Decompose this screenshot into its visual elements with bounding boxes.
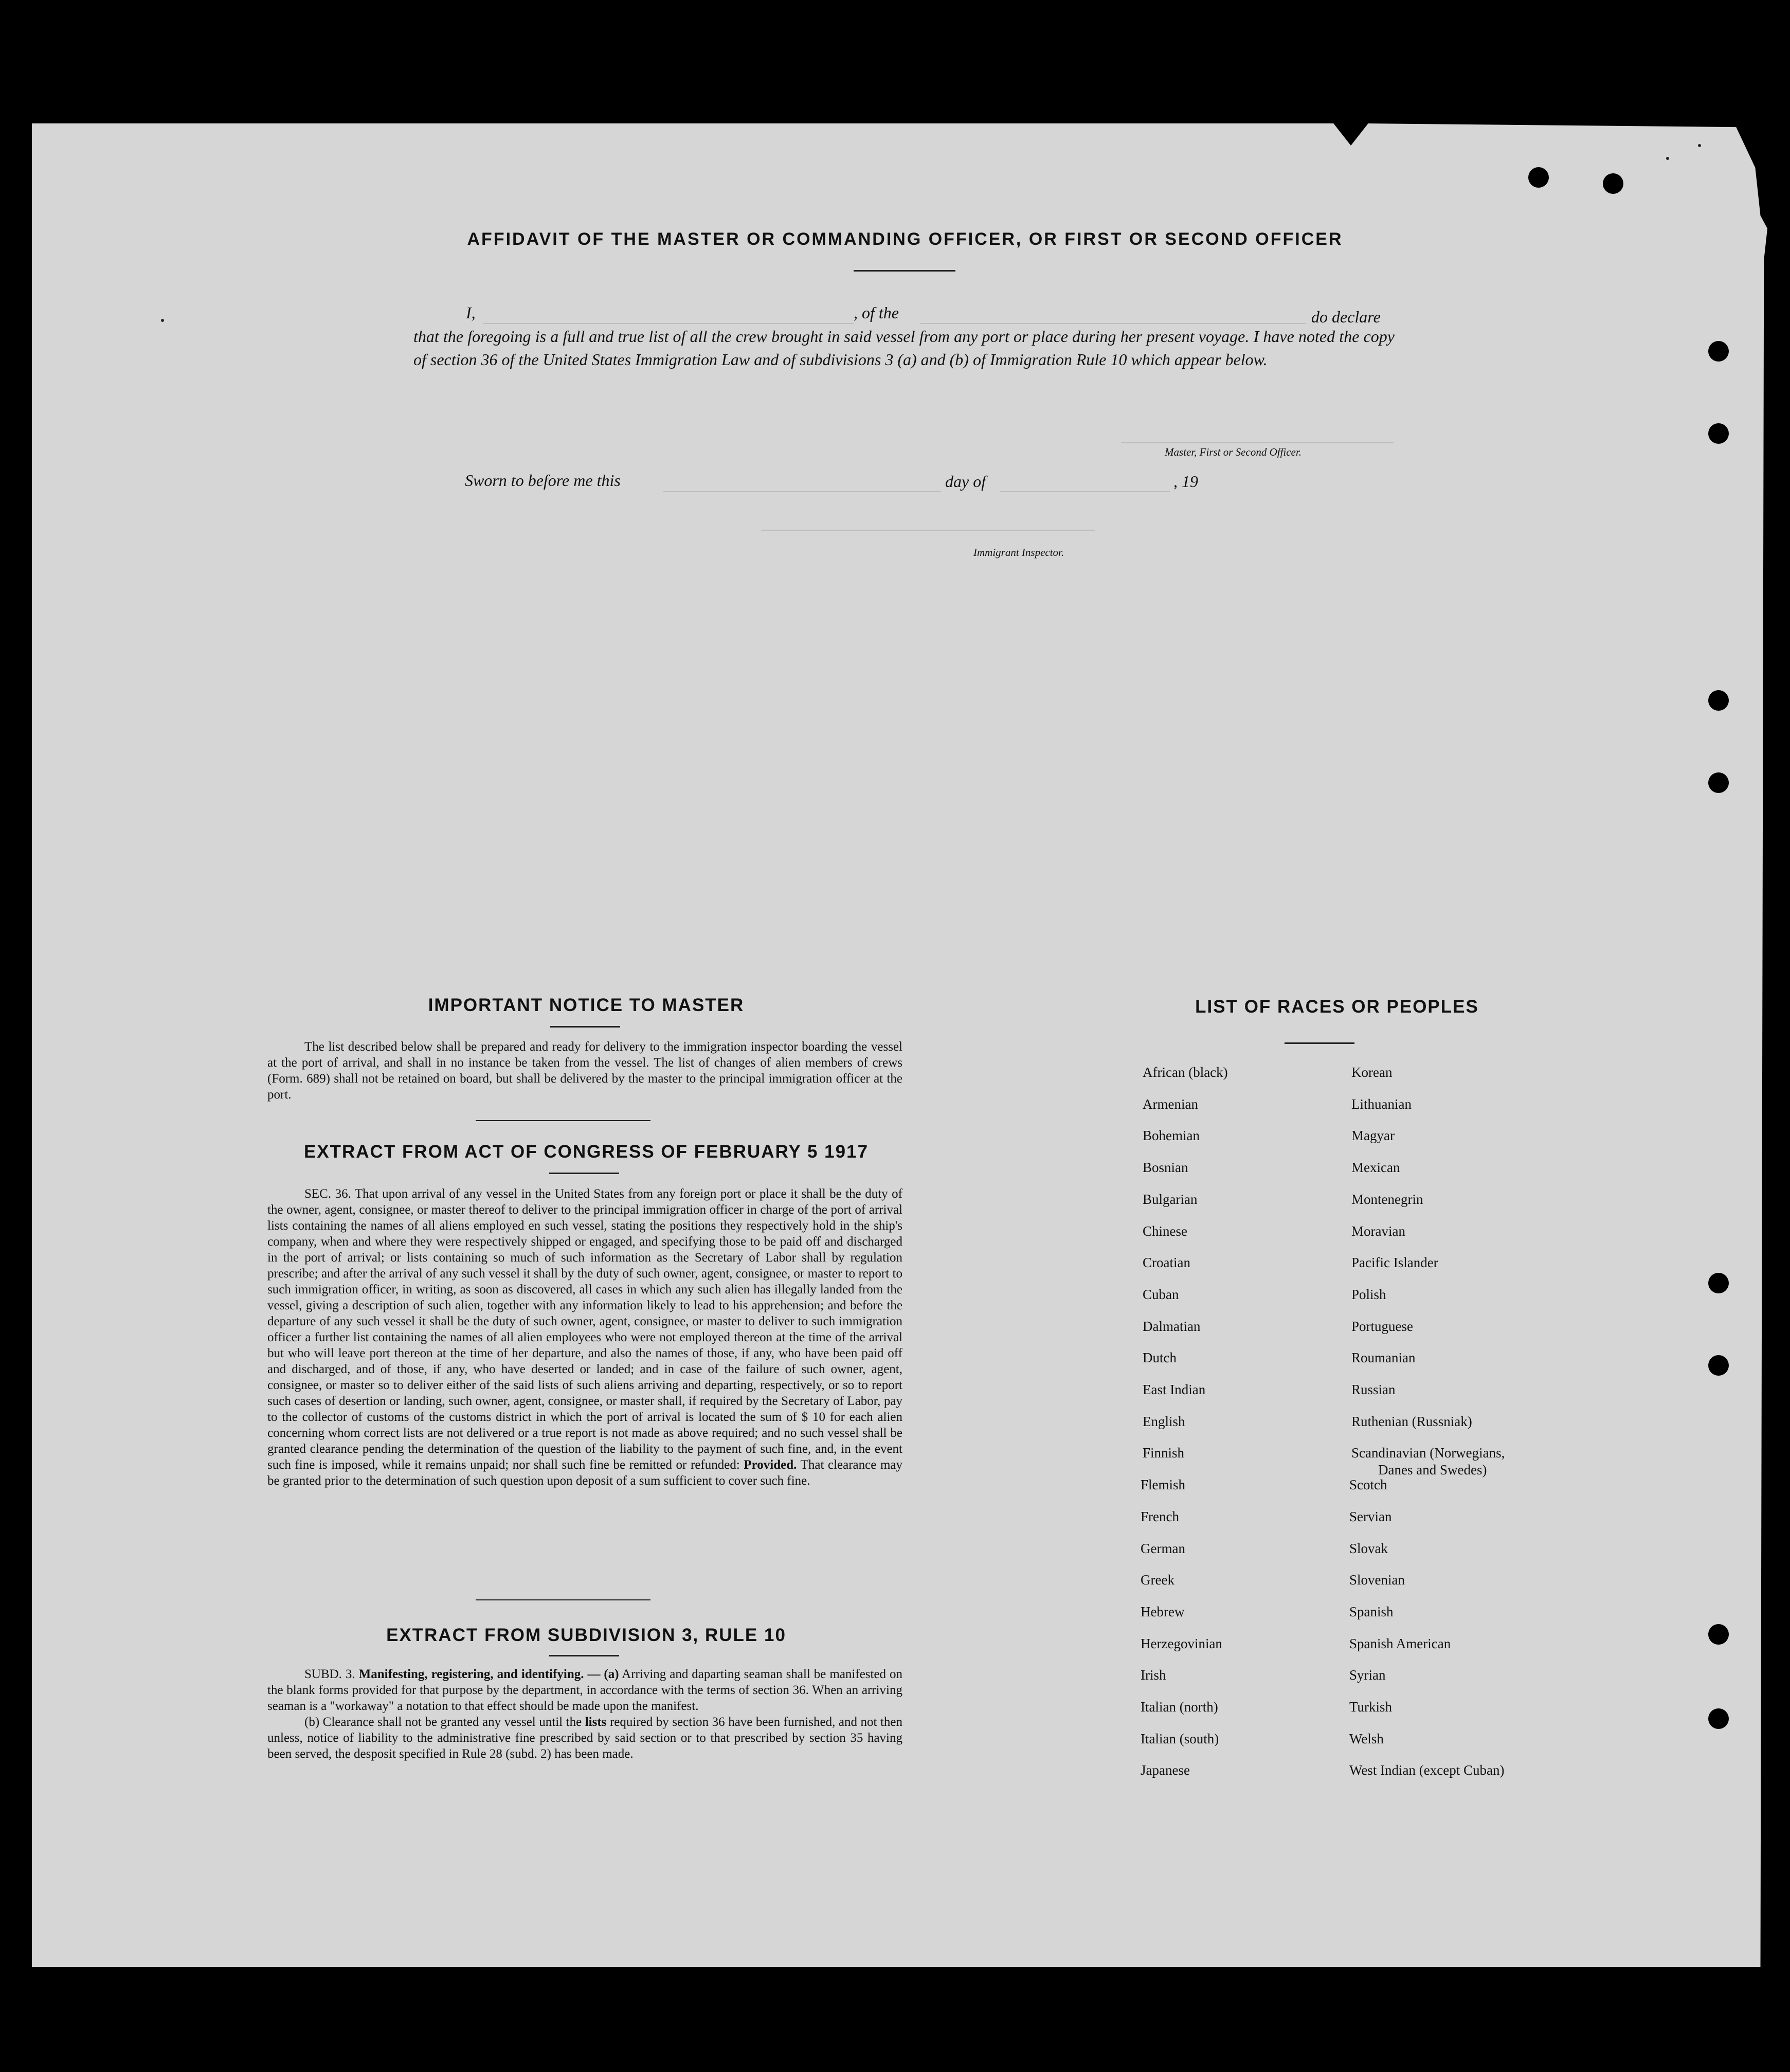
month-blank-line [1000,491,1170,492]
binder-hole [1708,772,1729,793]
race-item: Pacific Islander [1351,1255,1438,1271]
race-item: Russian [1351,1382,1396,1397]
race-item: Bohemian [1143,1128,1200,1144]
day-of-label: day of [945,472,986,491]
name-blank-line [483,323,854,324]
race-item: Cuban [1143,1286,1179,1302]
race-item: Greek [1141,1572,1174,1588]
race-item: East Indian [1143,1382,1206,1397]
race-item-scandinavian-cont: Danes and Swedes) [1378,1462,1487,1478]
master-signature-line [1121,442,1394,443]
binder-hole [1708,341,1729,362]
vessel-blank-line [920,323,1306,324]
race-item: Roumanian [1351,1350,1416,1366]
race-item: West Indian (except Cuban) [1349,1762,1505,1778]
race-item: Servian [1349,1508,1392,1524]
race-item: Montenegrin [1351,1191,1423,1207]
race-item: Dalmatian [1143,1318,1201,1334]
binder-hole [1708,1624,1729,1645]
notice-title-underline [550,1026,620,1028]
affidavit-title: AFFIDAVIT OF THE MASTER OR COMMANDING OFFICER, OR FIRST OR SECOND OFFICER [467,229,1343,249]
race-item: Moravian [1351,1223,1405,1239]
ink-speck [161,319,164,322]
binder-hole [1708,1273,1729,1293]
binder-hole [1708,423,1729,444]
race-item: Irish [1141,1667,1166,1683]
race-item: German [1141,1540,1185,1556]
do-declare-label: do declare [1311,308,1381,326]
race-item: Turkish [1349,1699,1393,1715]
binder-hole [1708,1355,1729,1376]
provided-label: Provided. [744,1458,797,1472]
race-item: Bosnian [1143,1160,1188,1176]
race-item: Hebrew [1141,1603,1185,1619]
race-item: Armenian [1143,1096,1198,1112]
race-item: Scandinavian (Norwegians, [1351,1445,1505,1461]
act-divider [476,1599,650,1600]
binder-hole [1603,173,1623,194]
subd-lists-word: lists [585,1715,607,1729]
sworn-day-blank-line [663,491,941,492]
subd-heading: Manifesting, registering, and identifying. — (a) [358,1667,619,1681]
race-item: Italian (north) [1141,1699,1218,1715]
rule-title-underline [549,1655,619,1656]
act-text-main: SEC. 36. That upon arrival of any vessel in the United States from any foreign port or place it shall be the duty of the owner, agent, consignee, or master thereof to deliver to the principal immigration officer in charge of the port of arrival lists containing the names of all aliens employed en such vessel, stating the positions they respectively hold in the ship's company, when and where they were respectively shipped or engaged, and specifying those to be paid off and discharged in the port of arrival; or lists containing so much of such information as the Secretary of Labor shall by regulation prescribe; and after the arrival of any such vessel it shall by the duty of such owner, agent, consignee, or master to report to such immigration officer, in writing, as soon as discovered, all cases in which any such alien has illegally landed from the vessel, giving a description of such alien, together with any information likely to lead to his apprehension; and before the departure of any such vessel it shall be the duty of such owner, agent, consignee, or master to deliver to such immigration officer a further list containing the names of all alien employees who were not employed thereon at the time of the arrival but who will leave port thereon at the time of her departure, and also the names of those, if any, who have been paid off and discharged, and of those, if any, who have deserted or landed; and in case of the failure of such owner, agent, consignee, or master so to deliver either of the said lists of such aliens arriving and departing, respectively, or so to report such cases of desertion or landing, such owner, agent, consignee, or master shall, if required by the Secretary of Labor, pay to the collector of customs of the customs district in which the port of arrival is located the sum of $ 10 for each alien concerning whom correct lists are not delivered or a true report is not made as above required; and no such vessel shall be granted clearance pending the determination of the question of the liability to the payment of such fine, and, in the event such fine is imposed, while it remains unpaid; nor shall such fine be remitted or refunded: [267,1187,902,1472]
race-item: Lithuanian [1351,1096,1412,1112]
race-item: Syrian [1349,1667,1386,1683]
race-item: Magyar [1351,1128,1395,1144]
notice-divider [476,1120,650,1121]
races-title: LIST OF RACES OR PEOPLES [1195,997,1479,1017]
race-item: Herzegovinian [1141,1635,1222,1651]
race-item: Finnish [1143,1445,1185,1461]
inspector-signature-label: Immigrant Inspector. [973,546,1064,558]
act-extract-text [267,1186,902,1489]
race-item: Spanish [1349,1603,1394,1619]
subd-label: SUBD. 3. [304,1667,355,1681]
subd-para-b-end: required by section 36 have been furnished, and not then unless, notice of liability to the administrative fine prescribed by said section or to that prescribed by section 35 having been served, the desposit specified in Rule 28 (subd. 2) has been made. [267,1715,903,1761]
i-label: I, [466,303,476,322]
master-signature-label: Master, First or Second Officer. [1165,446,1301,458]
race-item: Spanish American [1349,1635,1451,1651]
ink-speck [1666,157,1669,160]
act-title-underline [549,1173,619,1174]
subd-para-b-start: (b) Clearance shall not be granted any vessel until the [304,1715,582,1729]
race-item: Portuguese [1351,1318,1413,1334]
race-item: Croatian [1143,1255,1190,1271]
race-item: Scotch [1349,1477,1387,1493]
act-text-end: That clearance may be granted prior to the determination of such question upon deposit of a sum sufficient to cover such fine. [267,1458,902,1488]
binder-hole [1528,167,1549,188]
race-item: Japanese [1141,1762,1190,1778]
race-item: Bulgarian [1143,1191,1198,1207]
sworn-label: Sworn to before me this [465,471,621,490]
ink-speck [1698,144,1701,147]
race-item: Slovenian [1349,1572,1405,1588]
race-item: Flemish [1141,1477,1186,1493]
race-item: Italian (south) [1141,1731,1219,1746]
race-item: Chinese [1143,1223,1187,1239]
race-item: Polish [1351,1286,1386,1302]
race-item: English [1143,1413,1185,1429]
binder-hole [1708,690,1729,711]
inspector-signature-line [761,530,1095,531]
rule-extract-text [267,1666,902,1762]
act-extract-title: EXTRACT FROM ACT OF CONGRESS OF FEBRUARY 5 1917 [303,1142,869,1162]
race-item: Ruthenian (Russniak) [1351,1413,1472,1429]
race-item: French [1141,1508,1179,1524]
race-item: Korean [1351,1065,1393,1080]
race-item: African (black) [1143,1065,1228,1080]
race-item: Mexican [1351,1160,1400,1176]
year-label: , 19 [1173,472,1198,491]
race-item: Slovak [1349,1540,1388,1556]
title-underline [854,270,955,272]
race-item: Dutch [1143,1350,1177,1366]
binder-hole [1708,1708,1729,1729]
affidavit-paragraph: that the foregoing is a full and true list of all the crew brought in said vessel from any port or place during her present voyage. I have noted the copy of section 36 of the United States Immigration Law and of subdivisions 3 (a) and (b) of Immigration Rule 10 which appear below. [413,327,1395,369]
races-title-underline [1285,1042,1354,1044]
of-the-label: , of the [854,303,899,322]
race-item: Welsh [1349,1731,1384,1746]
rule-extract-title: EXTRACT FROM SUBDIVISION 3, RULE 10 [386,1625,786,1645]
subd-para-a: Arriving and daparting seaman shall be manifested on the blank forms provided for that purpose by the department, in accordance with the terms of section 36. When an arriving seaman is a "workaway" a notation to that effect should be made upon the manifest. [267,1667,903,1713]
notice-text: The list described below shall be prepared and ready for delivery to the immigration inspector boarding the vessel at the port of arrival, and shall in no instance be taken from the vessel. The list of changes of alien members of crews (Form. 689) shall not be retained on board, but shall be delivered by the master to the principal immigration officer at the port. [267,1040,902,1102]
notice-title: IMPORTANT NOTICE TO MASTER [428,995,745,1015]
